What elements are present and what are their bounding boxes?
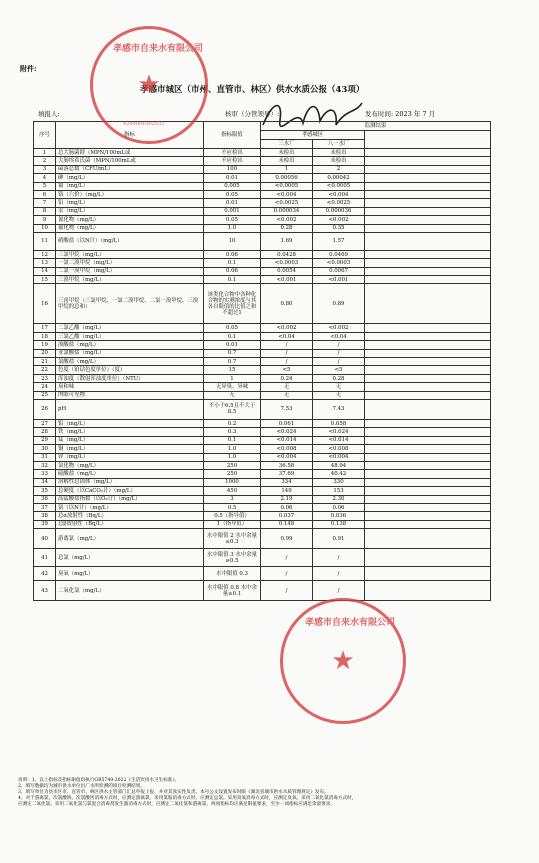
row-value-site1: 未检出 [261, 149, 313, 157]
row-item: 砷（mg/L） [56, 174, 204, 182]
table-row [34, 259, 491, 267]
row-value-site1: 149 [261, 487, 313, 495]
row-seq: 6 [34, 190, 56, 198]
seal-code: 4209001002532 [123, 121, 165, 127]
table-row [34, 383, 491, 391]
row-value-site1: <0.0003 [261, 259, 313, 267]
row-value-site2: 无 [313, 391, 365, 399]
row-value-site1: 0.24 [261, 374, 313, 382]
table-row [34, 216, 491, 224]
row-value-site1: 1.69 [261, 232, 313, 250]
row-limit: 1.0 [204, 224, 261, 232]
row-limit: 1.0 [204, 445, 261, 453]
footnote-line: 2、填写数据均为城市供水单位出厂水所检测的项目检测结果。 [18, 784, 145, 789]
row-limit: 250 [204, 461, 261, 469]
row-limit: 0.001 [204, 207, 261, 215]
table-row [34, 267, 491, 275]
row-value-site1: 7.53 [261, 399, 313, 419]
row-seq: 18 [34, 332, 56, 340]
row-item: 大肠埃希氏菌（MPN/100mL或 [56, 157, 204, 165]
row-value-site1: 0.037 [261, 512, 313, 520]
row-value-site2: <0.001 [313, 276, 365, 284]
row-seq: 12 [34, 250, 56, 258]
row-value-site1: 0.80 [261, 284, 313, 324]
row-limit: 无 [204, 391, 261, 399]
row-seq: 1 [34, 149, 56, 157]
row-limit: 15 [204, 366, 261, 374]
attachment-label: 附件: [20, 64, 37, 73]
row-value-site2: <0.004 [313, 453, 365, 461]
row-seq: 16 [34, 284, 56, 324]
row-value-site1: 0.99 [261, 529, 313, 549]
row-limit: 0.01 [204, 174, 261, 182]
row-value-site2: 0.0469 [313, 250, 365, 258]
table-row [34, 436, 491, 444]
row-value-site2: <0.0005 [313, 182, 365, 190]
row-limit: 1000 [204, 478, 261, 486]
table-row [34, 503, 491, 511]
table-row [34, 391, 491, 399]
header-results: 监测结果 [261, 122, 491, 131]
row-value-site2: 0.036 [313, 512, 365, 520]
row-value-site2: / [313, 567, 365, 581]
table-row [34, 157, 491, 165]
table-row [34, 332, 491, 340]
company-seal-top [90, 26, 208, 144]
footnote-line: 4、对于游离氯、次氯酸钠、次氯酸钙消毒方式时，应测定游离氯、采用氯胺消毒方式时，应测定总氯。采用臭氧消毒方式时，应测定臭氧。采用二氧化氯消毒方式时， [18, 796, 357, 801]
row-value-site1: 0.148 [261, 520, 313, 528]
row-limit: 水中限值 0.3 [204, 567, 261, 581]
row-seq: 39 [34, 520, 56, 528]
row-seq: 41 [34, 549, 56, 567]
row-seq: 7 [34, 199, 56, 207]
row-seq: 32 [34, 461, 56, 469]
row-value-site2: <0.002 [313, 216, 365, 224]
row-item: 菌落总数（CFU/mL） [56, 165, 204, 173]
row-value-site2: <0.024 [313, 428, 365, 436]
header-limit: 指标限值 [204, 122, 261, 149]
header-seq: 序号 [34, 122, 56, 149]
row-value-site2: / [313, 549, 365, 567]
row-item: pH [56, 399, 204, 419]
row-seq: 31 [34, 453, 56, 461]
table-row [34, 529, 491, 549]
row-value-site1: <5 [261, 366, 313, 374]
row-limit: 0.1 [204, 259, 261, 267]
row-seq: 24 [34, 383, 56, 391]
row-item: 镉（mg/L） [56, 182, 204, 190]
row-value-site1: <0.002 [261, 216, 313, 224]
row-value-site1: / [261, 349, 313, 357]
row-seq: 15 [34, 276, 56, 284]
row-limit: 0.1 [204, 332, 261, 340]
table-row [34, 149, 491, 157]
row-value-site1: 0.0054 [261, 267, 313, 275]
row-item: 锌（mg/L） [56, 453, 204, 461]
row-limit: 水中限值 2 水中余量≥0.3 [204, 529, 261, 549]
row-seq: 2 [34, 157, 56, 165]
row-value-site1: 37.69 [261, 470, 313, 478]
row-seq: 4 [34, 174, 56, 182]
table-row [34, 232, 491, 250]
seal-star-icon: ★ [137, 70, 161, 100]
company-seal-bottom [280, 598, 406, 724]
table-row [34, 428, 491, 436]
row-limit: 0.2 [204, 419, 261, 427]
row-item: 臭和味 [56, 383, 204, 391]
row-item: 氯酸盐（mg/L） [56, 358, 204, 366]
header-item: 指标 [56, 122, 204, 149]
row-seq: 28 [34, 428, 56, 436]
row-seq: 11 [34, 232, 56, 250]
row-limit: 0.1 [204, 276, 261, 284]
row-value-site2: 48.94 [313, 461, 365, 469]
row-value-site1: 0.000034 [261, 207, 313, 215]
row-item: 汞（mg/L） [56, 207, 204, 215]
row-seq: 13 [34, 259, 56, 267]
row-value-site1: 0.28 [261, 224, 313, 232]
table-row [34, 366, 491, 374]
row-value-site2: 2 [313, 165, 365, 173]
row-limit: 1 [204, 374, 261, 382]
row-item: 游离氯（mg/L） [56, 529, 204, 549]
row-limit: 不小于6.5且不大于8.5 [204, 399, 261, 419]
row-limit: 0.7 [204, 349, 261, 357]
table-row [34, 207, 491, 215]
table-row [34, 495, 491, 503]
row-value-site2: 0.0067 [313, 267, 365, 275]
row-seq: 27 [34, 419, 56, 427]
publish-date: 发布时间: 2023 年 7 月 [365, 110, 436, 118]
row-item: 三卤甲烷（三氯甲烷、一氯二溴甲烷、二氯一溴甲烷、三溴甲烷的总和） [56, 284, 204, 324]
row-value-site2: / [313, 349, 365, 357]
row-seq: 26 [34, 399, 56, 419]
table-row [34, 165, 491, 173]
row-item: 硝酸盐（以N计）（mg/L） [56, 232, 204, 250]
table-row [34, 478, 491, 486]
row-value-site1: 334 [261, 478, 313, 486]
row-limit: 0.05 [204, 216, 261, 224]
row-item: 氰化物（mg/L） [56, 216, 204, 224]
row-item: 三氯乙酸（mg/L） [56, 332, 204, 340]
row-limit: 无异臭、异味 [204, 383, 261, 391]
row-item: 总α放射性（Bq/L） [56, 512, 204, 520]
row-value-site2: 0.000036 [313, 207, 365, 215]
header-site-2: 八一水厂 [313, 140, 365, 149]
document-title: 孝感市城区（市州、直管市、林区）供水水质公报（43项） [140, 85, 365, 95]
table-row [34, 174, 491, 182]
header-region: 孝感城区 [261, 131, 365, 140]
footnote-line: 应测定二氧化氯。采用二氧化氯与氯混合消毒剂发生器消毒方式时，应测定二氧化氯和游离氯，两项指标均应满足限值要求，至少一项指标应满足余量要求。 [18, 802, 335, 807]
row-limit: 0.7 [204, 358, 261, 366]
row-value-site2: 0.06 [313, 503, 365, 511]
row-value-site1: <0.001 [261, 276, 313, 284]
row-value-site1: 0.00056 [261, 174, 313, 182]
row-value-site2: <0.008 [313, 445, 365, 453]
table-body [34, 149, 491, 601]
row-item: 亚氯酸盐（mg/L） [56, 349, 204, 357]
table-row [34, 453, 491, 461]
row-seq: 17 [34, 324, 56, 332]
row-limit: 0.06 [204, 267, 261, 275]
row-item: 铝（mg/L） [56, 419, 204, 427]
row-item: 总β放射性（Bq/L） [56, 520, 204, 528]
seal-text-bottom: 孝感市自来水有限公司 [305, 618, 396, 628]
row-limit: 0.01 [204, 199, 261, 207]
row-seq: 8 [34, 207, 56, 215]
row-value-site1: / [261, 549, 313, 567]
row-value-site2: 0.138 [313, 520, 365, 528]
row-item: 臭氧（mg/L） [56, 567, 204, 581]
row-item: 总氯（mg/L） [56, 549, 204, 567]
row-value-site1: <0.0025 [261, 199, 313, 207]
row-limit: 10 [204, 232, 261, 250]
row-value-site2: <0.04 [313, 332, 365, 340]
row-seq: 36 [34, 495, 56, 503]
row-value-site2: 40.42 [313, 470, 365, 478]
row-limit: 0.5（指导值） [204, 512, 261, 520]
footnote-line: 说明：1、以上指标及指标限值均执行GB5749-2022《生活饮用水卫生标准》。 [18, 778, 180, 783]
row-value-site1: 0.061 [261, 419, 313, 427]
row-seq: 10 [34, 224, 56, 232]
row-value-site2: 0.35 [313, 224, 365, 232]
table-row [34, 358, 491, 366]
row-limit: 250 [204, 470, 261, 478]
row-item: 硫酸盐（mg/L） [56, 470, 204, 478]
row-limit: 0.005 [204, 182, 261, 190]
row-value-site1: 无 [261, 383, 313, 391]
row-value-site2: <0.002 [313, 324, 365, 332]
row-value-site1: 未检出 [261, 157, 313, 165]
row-limit: 不应检出 [204, 157, 261, 165]
table-row [34, 461, 491, 469]
reviewer-label: 核审（分管领导）: [225, 110, 280, 118]
row-item: 总大肠菌群（MPN/100mL或 [56, 149, 204, 157]
row-value-site1: 36.58 [261, 461, 313, 469]
row-value-site2: / [313, 358, 365, 366]
table-row [34, 512, 491, 520]
row-value-site2: 0.89 [313, 284, 365, 324]
row-item: 氯化物（mg/L） [56, 461, 204, 469]
row-value-site2: <0.0025 [313, 199, 365, 207]
row-item: 总硬度（以CaCO₃计）（mg/L） [56, 487, 204, 495]
table-row [34, 581, 491, 601]
row-item: 锰（mg/L） [56, 436, 204, 444]
row-value-site1: <0.024 [261, 428, 313, 436]
row-value-site2: <0.004 [313, 190, 365, 198]
row-value-site1: / [261, 341, 313, 349]
table-row [34, 399, 491, 419]
row-value-site1: / [261, 581, 313, 601]
row-item: 一氯二溴甲烷（mg/L） [56, 259, 204, 267]
table-row [34, 199, 491, 207]
row-value-site2: 1.57 [313, 232, 365, 250]
row-seq: 23 [34, 374, 56, 382]
row-value-site1: <0.004 [261, 190, 313, 198]
table-row [34, 470, 491, 478]
row-value-site2: 153 [313, 487, 365, 495]
row-seq: 38 [34, 512, 56, 520]
row-seq: 20 [34, 349, 56, 357]
row-value-site2: 330 [313, 478, 365, 486]
row-seq: 35 [34, 487, 56, 495]
row-value-site1: <0.014 [261, 436, 313, 444]
row-item: 二氯乙酸（mg/L） [56, 324, 204, 332]
row-value-site1: <0.002 [261, 324, 313, 332]
footnotes [18, 778, 528, 808]
row-seq: 33 [34, 470, 56, 478]
row-seq: 42 [34, 567, 56, 581]
row-value-site1: <0.008 [261, 445, 313, 453]
table-row [34, 276, 491, 284]
row-seq: 22 [34, 366, 56, 374]
row-seq: 43 [34, 581, 56, 601]
row-value-site2: 0.00042 [313, 174, 365, 182]
row-value-site1: / [261, 358, 313, 366]
row-seq: 3 [34, 165, 56, 173]
row-value-site2: 0.28 [313, 374, 365, 382]
row-value-site2: / [313, 581, 365, 601]
table-row [34, 445, 491, 453]
row-limit: 0.3 [204, 428, 261, 436]
row-item: 色度（铂钴色度单位）（度） [56, 366, 204, 374]
row-value-site2: 2.30 [313, 495, 365, 503]
row-value-site1: 0.0428 [261, 250, 313, 258]
row-seq: 37 [34, 503, 56, 511]
row-limit: 3 [204, 495, 261, 503]
row-value-site2: / [313, 341, 365, 349]
row-value-site2: 无 [313, 383, 365, 391]
table-row [34, 349, 491, 357]
row-item: 二氧化氯（mg/L） [56, 581, 204, 601]
row-value-site2: <0.0003 [313, 259, 365, 267]
row-seq: 29 [34, 436, 56, 444]
row-value-site2: 7.43 [313, 399, 365, 419]
row-item: 三氯甲烷（mg/L） [56, 250, 204, 258]
row-limit: 水中限值 3 水中余量≥0.5 [204, 549, 261, 567]
table-row [34, 182, 491, 190]
row-item: 铁（mg/L） [56, 428, 204, 436]
table-row [34, 419, 491, 427]
row-item: 溶解性总固体（mg/L） [56, 478, 204, 486]
row-value-site1: / [261, 567, 313, 581]
row-value-site2: <0.014 [313, 436, 365, 444]
row-item: 肉眼可见物 [56, 391, 204, 399]
row-item: 溴酸盐（mg/L） [56, 341, 204, 349]
table-row [34, 284, 491, 324]
fill-unit-label: 填报人: [38, 110, 60, 118]
table-row [34, 250, 491, 258]
water-quality-table [33, 121, 491, 601]
table-row [34, 549, 491, 567]
row-limit: 0.5 [204, 503, 261, 511]
row-limit: 100 [204, 165, 261, 173]
table-row [34, 520, 491, 528]
row-item: 高锰酸盐指数（以O₂计）（mg/L） [56, 495, 204, 503]
row-seq: 34 [34, 478, 56, 486]
row-limit: 0.1 [204, 436, 261, 444]
row-item: 铬（六价）（mg/L） [56, 190, 204, 198]
seal-star-icon: ★ [331, 646, 355, 676]
row-item: 三溴甲烷（mg/L） [56, 276, 204, 284]
table-row [34, 224, 491, 232]
row-limit: 0.05 [204, 190, 261, 198]
table-row [34, 487, 491, 495]
table-row [34, 567, 491, 581]
row-limit: 0.05 [204, 324, 261, 332]
header-site-1: 三水厂 [261, 140, 313, 149]
row-value-site1: <0.0005 [261, 182, 313, 190]
row-value-site2: 未检出 [313, 157, 365, 165]
row-item: 二氯一溴甲烷（mg/L） [56, 267, 204, 275]
row-value-site2: <5 [313, 366, 365, 374]
row-value-site2: 未检出 [313, 149, 365, 157]
row-limit: 1（指导值） [204, 520, 261, 528]
row-item: 氟化物（mg/L） [56, 224, 204, 232]
row-value-site1: <0.004 [261, 453, 313, 461]
row-seq: 9 [34, 216, 56, 224]
row-item: 浑浊度（散射浑浊度单位）（NTU） [56, 374, 204, 382]
row-value-site1: 0.06 [261, 503, 313, 511]
row-item: 铅（mg/L） [56, 199, 204, 207]
table-row [34, 374, 491, 382]
row-limit: 该类化合物中各种化合物的实测浓度与其各自限值的比值之和不超过1 [204, 284, 261, 324]
table-row [34, 341, 491, 349]
table-row [34, 324, 491, 332]
row-seq: 21 [34, 358, 56, 366]
row-value-site2: 0.058 [313, 419, 365, 427]
row-value-site1: 1 [261, 165, 313, 173]
row-limit: 水中限值 0.8 水中余量≥0.1 [204, 581, 261, 601]
row-limit: 450 [204, 487, 261, 495]
row-item: 铜（mg/L） [56, 445, 204, 453]
row-seq: 5 [34, 182, 56, 190]
row-seq: 25 [34, 391, 56, 399]
table-row [34, 190, 491, 198]
row-limit: 不应检出 [204, 149, 261, 157]
row-seq: 30 [34, 445, 56, 453]
seal-text: 孝感市自来水有限公司 [113, 44, 204, 54]
row-limit: 1.0 [204, 453, 261, 461]
row-limit: 0.06 [204, 250, 261, 258]
row-seq: 14 [34, 267, 56, 275]
row-limit: 0.01 [204, 341, 261, 349]
row-value-site1: 无 [261, 391, 313, 399]
row-seq: 19 [34, 341, 56, 349]
row-item: 氨（以N计）（mg/L） [56, 503, 204, 511]
footnote-line: 3、填写单位为县市区市、直管市、林区供水主管部门汇总申报上报，并对其真实性负责。本号公文设置发布时限《湖北省城市供水水质管理规定》发布。 [18, 790, 329, 795]
row-value-site1: 2.19 [261, 495, 313, 503]
row-seq: 40 [34, 529, 56, 549]
row-value-site2: 0.91 [313, 529, 365, 549]
row-value-site1: <0.04 [261, 332, 313, 340]
